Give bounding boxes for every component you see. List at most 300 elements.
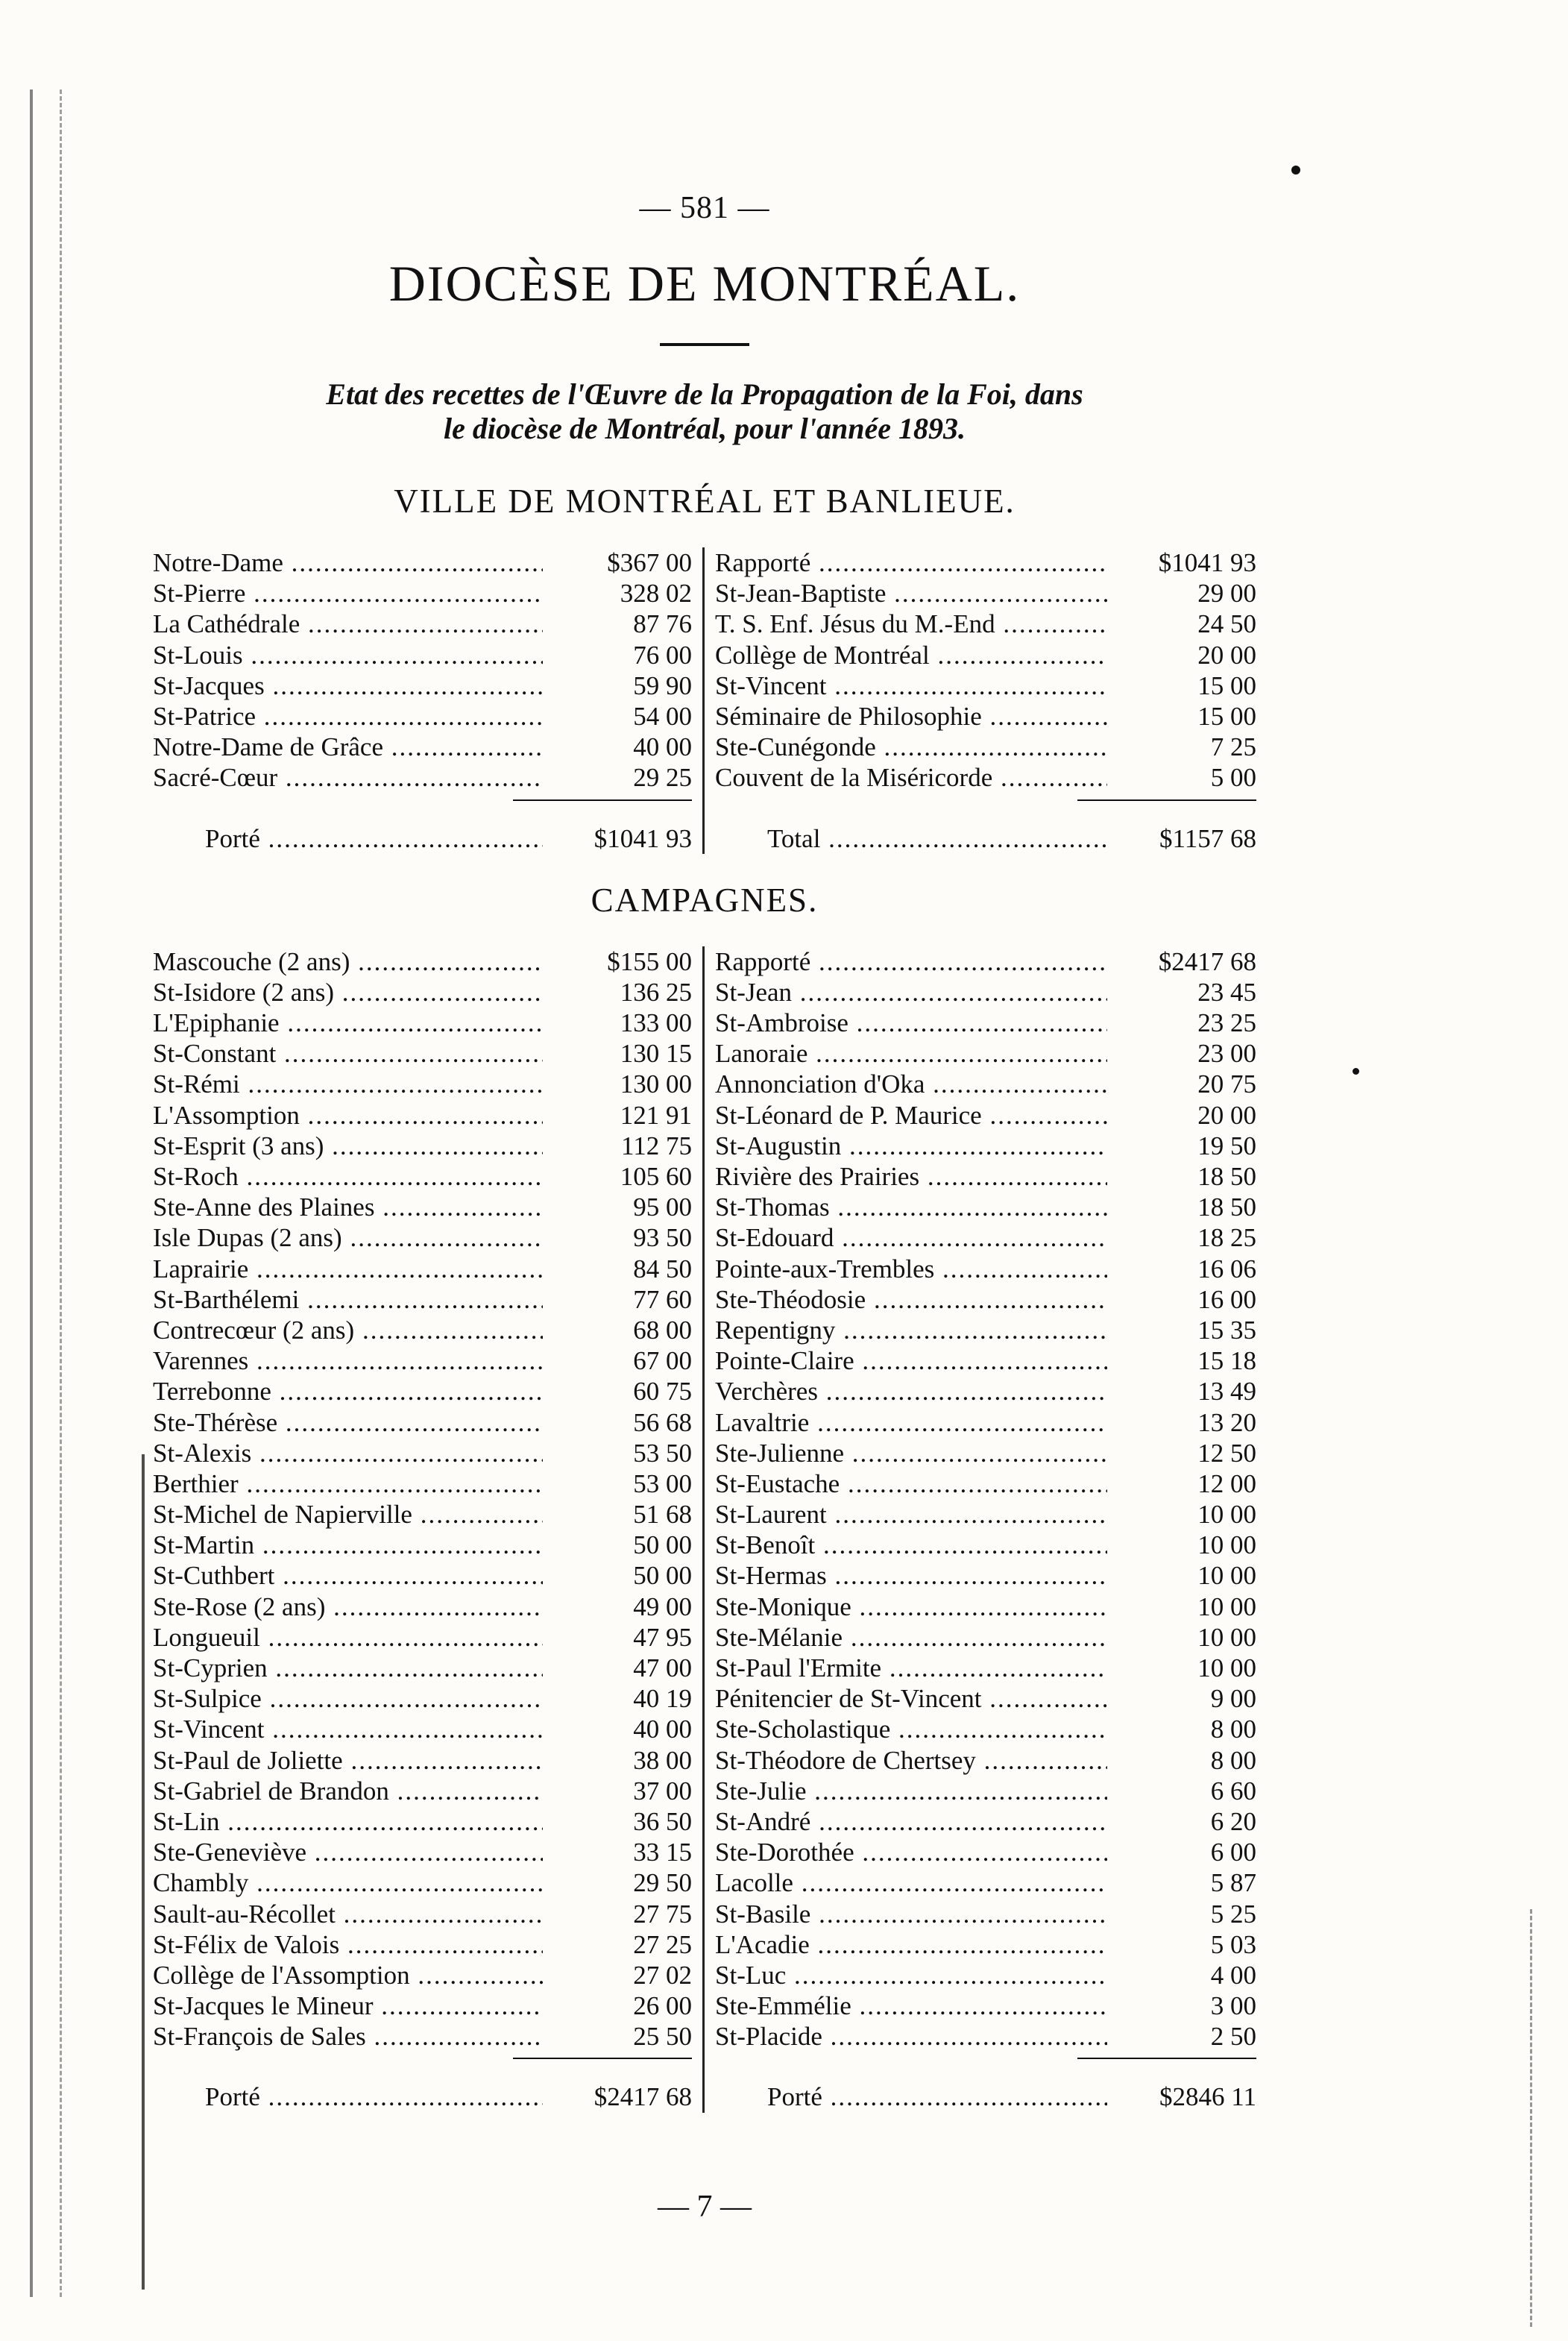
parish-name: Couvent de la Miséricorde ..... — [715, 762, 1107, 793]
amount: 47 95 — [633, 1622, 692, 1652]
table-row — [715, 1867, 1256, 1898]
parish-name: St-Patrice ..... — [153, 701, 543, 732]
parish-name: Notre-Dame de Grâce ..... — [153, 732, 543, 762]
amount: 20 00 — [1197, 1100, 1256, 1130]
parish-name: Pénitencier de St-Vincent ..... — [715, 1683, 1107, 1714]
parish-name: St-Michel de Napierville ..... — [153, 1499, 543, 1530]
table-row — [715, 732, 1256, 762]
total-row — [715, 2081, 1256, 2112]
amount: 50 00 — [633, 1530, 692, 1560]
table-row — [715, 1284, 1256, 1315]
total-row — [153, 823, 692, 854]
parish-name: Berthier ..... — [153, 1468, 543, 1499]
table-row — [153, 1745, 692, 1776]
amount: 121 91 — [620, 1100, 692, 1130]
amount: 29 00 — [1197, 579, 1256, 609]
table-row — [153, 1315, 692, 1345]
table-row — [153, 1499, 692, 1530]
amount: 7 25 — [1210, 732, 1256, 762]
amount: 23 00 — [1197, 1039, 1256, 1069]
table-row — [715, 1131, 1256, 1161]
amount: 29 25 — [633, 763, 692, 793]
parish-name: St-Léonard de P. Maurice ..... — [715, 1100, 1107, 1131]
parish-name: St-Vincent ..... — [715, 670, 1107, 701]
parish-name: Ste-Anne des Plaines ..... — [153, 1192, 543, 1222]
parish-name: St-François de Sales ..... — [153, 2021, 543, 2052]
table-row — [715, 701, 1256, 732]
total-amount: $2846 11 — [1159, 2082, 1256, 2112]
table-row — [153, 762, 692, 793]
table-row — [153, 1929, 692, 1960]
parish-name: St-Alexis ..... — [153, 1438, 543, 1468]
parish-name: St-Luc ..... — [715, 1960, 1107, 1990]
table-row — [153, 1683, 692, 1714]
parish-name: Isle Dupas (2 ans) ..... — [153, 1222, 543, 1253]
table-row — [153, 1468, 692, 1499]
table-row — [715, 1929, 1256, 1960]
amount: 60 75 — [633, 1377, 692, 1407]
amount: $155 00 — [607, 946, 692, 976]
parish-name: St-Cuthbert ..... — [153, 1560, 543, 1591]
parish-name: St-Lin ..... — [153, 1806, 543, 1837]
table-row — [715, 1899, 1256, 1929]
table-row — [153, 1776, 692, 1806]
amount: 2 50 — [1210, 2022, 1256, 2052]
campagnes-table — [153, 946, 1256, 2113]
table-row — [715, 609, 1256, 639]
parish-name: Collège de Montréal ..... — [715, 640, 1107, 670]
amount: 23 45 — [1197, 977, 1256, 1007]
table-row — [153, 977, 692, 1008]
parish-name: St-Paul de Joliette ..... — [153, 1745, 543, 1776]
parish-name: Ste-Dorothée ..... — [715, 1837, 1107, 1867]
amount: 19 50 — [1197, 1131, 1256, 1160]
table-row — [153, 1990, 692, 2021]
total-row — [715, 823, 1256, 854]
table-row — [715, 1192, 1256, 1222]
table-row — [715, 640, 1256, 670]
parish-name: Notre-Dame ..... — [153, 547, 543, 578]
parish-name: L'Epiphanie ..... — [153, 1008, 543, 1038]
table-row — [153, 578, 692, 609]
ville-table — [153, 547, 1256, 854]
amount: 13 49 — [1197, 1377, 1256, 1407]
ville-left-column — [153, 547, 705, 854]
amount: 27 25 — [633, 1929, 692, 1959]
parish-name: St-Théodore de Chertsey ..... — [715, 1745, 1107, 1776]
amount: 68 00 — [633, 1315, 692, 1345]
table-row — [715, 2021, 1256, 2052]
section-title-ville: VILLE DE MONTRÉAL ET BANLIEUE. — [394, 483, 1016, 520]
ink-speck — [1353, 1068, 1359, 1075]
parish-name: Ste-Monique ..... — [715, 1591, 1107, 1622]
parish-name: Rivière des Prairies ..... — [715, 1161, 1107, 1192]
table-row — [715, 977, 1256, 1008]
table-row — [715, 1591, 1256, 1622]
amount: 4 00 — [1210, 1960, 1256, 1990]
amount: 59 90 — [633, 670, 692, 700]
parish-name: St-Cyprien ..... — [153, 1653, 543, 1683]
table-row — [153, 1254, 692, 1284]
amount: 47 00 — [633, 1653, 692, 1682]
amount: 23 25 — [1197, 1008, 1256, 1038]
amount: 3 00 — [1210, 1991, 1256, 2021]
amount: $2417 68 — [1158, 946, 1256, 976]
amount: 76 00 — [633, 640, 692, 670]
parish-name: La Cathédrale ..... — [153, 609, 543, 639]
binding-edge — [30, 89, 62, 2297]
table-row — [715, 1653, 1256, 1683]
table-row — [153, 701, 692, 732]
amount: 20 75 — [1197, 1069, 1256, 1099]
amount: 16 00 — [1197, 1284, 1256, 1314]
amount: $1041 93 — [1158, 548, 1256, 577]
title-rule — [660, 343, 749, 346]
amount: 33 15 — [633, 1838, 692, 1867]
table-row — [153, 1622, 692, 1653]
amount: 16 06 — [1197, 1254, 1256, 1283]
ink-speck — [1291, 166, 1300, 175]
table-row — [153, 1038, 692, 1069]
amount: 18 50 — [1197, 1162, 1256, 1191]
parish-name: Ste-Rose (2 ans) ..... — [153, 1591, 543, 1622]
amount: 87 76 — [633, 609, 692, 639]
amount: 5 25 — [1210, 1899, 1256, 1929]
amount: 130 00 — [620, 1069, 692, 1099]
amount: 27 75 — [633, 1899, 692, 1929]
amount: 51 68 — [633, 1500, 692, 1530]
table-row — [715, 1499, 1256, 1530]
amount: 29 50 — [633, 1868, 692, 1898]
amount: 15 00 — [1197, 670, 1256, 700]
amount: 53 00 — [633, 1468, 692, 1498]
amount: 10 00 — [1197, 1500, 1256, 1530]
amount: 5 87 — [1210, 1868, 1256, 1898]
parish-name: St-Barthélemi ..... — [153, 1284, 543, 1315]
parish-name: Lavaltrie ..... — [715, 1407, 1107, 1438]
parish-name: St-Benoît ..... — [715, 1530, 1107, 1560]
total-label: Porté ..... — [715, 2081, 1107, 2112]
amount: 10 00 — [1197, 1591, 1256, 1621]
table-row — [715, 1008, 1256, 1038]
parish-name: St-Constant ..... — [153, 1038, 543, 1069]
amount: 6 60 — [1210, 1776, 1256, 1806]
amount: 18 25 — [1197, 1223, 1256, 1253]
parish-name: St-Placide ..... — [715, 2021, 1107, 2052]
table-row — [715, 1315, 1256, 1345]
table-row — [715, 1960, 1256, 1990]
intro-line: le diocèse de Montréal, pour l'année 1893. — [444, 412, 966, 445]
amount: 15 00 — [1197, 701, 1256, 731]
amount: 27 02 — [633, 1960, 692, 1990]
parish-name: Repentigny ..... — [715, 1315, 1107, 1345]
amount: 13 20 — [1197, 1407, 1256, 1437]
table-row — [153, 1284, 692, 1315]
parish-name: Rapporté ..... — [715, 547, 1107, 578]
signature-mark: — 7 — — [658, 2190, 752, 2224]
table-row — [715, 578, 1256, 609]
intro-paragraph — [153, 377, 1256, 446]
amount: 40 00 — [633, 1715, 692, 1744]
parish-name: St-Roch ..... — [153, 1161, 543, 1192]
amount: 36 50 — [633, 1806, 692, 1836]
table-row — [153, 1653, 692, 1683]
parish-name: St-Rémi ..... — [153, 1069, 543, 1099]
parish-name: Ste-Scholastique ..... — [715, 1714, 1107, 1744]
table-row — [715, 1683, 1256, 1714]
table-row — [715, 670, 1256, 701]
table-row — [715, 1254, 1256, 1284]
ville-right-column — [705, 547, 1256, 854]
amount: 40 19 — [633, 1684, 692, 1714]
amount: 37 00 — [633, 1776, 692, 1806]
table-row — [715, 1837, 1256, 1867]
table-row — [153, 2021, 692, 2052]
parish-name: St-Jacques ..... — [153, 670, 543, 701]
total-amount: $2417 68 — [593, 2082, 692, 2112]
table-row — [715, 1407, 1256, 1438]
table-row — [153, 1345, 692, 1376]
page-number: — 581 — — [639, 191, 770, 225]
parish-name: Ste-Emmélie ..... — [715, 1990, 1107, 2021]
parish-name: St-Laurent ..... — [715, 1499, 1107, 1530]
parish-name: St-André ..... — [715, 1806, 1107, 1837]
parish-name: Contrecœur (2 ans) ..... — [153, 1315, 543, 1345]
parish-name: Collège de l'Assomption ..... — [153, 1960, 543, 1990]
page-edge-right — [1530, 1909, 1534, 2327]
amount: $367 00 — [607, 548, 692, 577]
parish-name: Verchères ..... — [715, 1376, 1107, 1407]
parish-name: Ste-Théodosie ..... — [715, 1284, 1107, 1315]
table-row — [153, 547, 692, 578]
table-row — [715, 1622, 1256, 1653]
amount: 18 50 — [1197, 1193, 1256, 1222]
table-row — [715, 1714, 1256, 1744]
parish-name: St-Edouard ..... — [715, 1222, 1107, 1253]
parish-name: Chambly ..... — [153, 1867, 543, 1898]
parish-name: Pointe-aux-Trembles ..... — [715, 1254, 1107, 1284]
table-row — [153, 1131, 692, 1161]
amount: 53 50 — [633, 1438, 692, 1468]
table-row — [715, 1069, 1256, 1099]
page — [153, 190, 1256, 2224]
parish-name: Ste-Geneviève ..... — [153, 1837, 543, 1867]
parish-name: St-Isidore (2 ans) ..... — [153, 977, 543, 1008]
total-label: Total ..... — [715, 823, 1107, 854]
amount: 10 00 — [1197, 1653, 1256, 1682]
table-row — [153, 1530, 692, 1560]
amount: 77 60 — [633, 1284, 692, 1314]
parish-name: Ste-Julie ..... — [715, 1776, 1107, 1806]
table-row — [715, 1990, 1256, 2021]
table-row — [715, 547, 1256, 578]
parish-name: T. S. Enf. Jésus du M.-End ..... — [715, 609, 1107, 639]
table-row — [153, 1192, 692, 1222]
parish-name: St-Jacques le Mineur ..... — [153, 1990, 543, 2021]
table-row — [715, 1530, 1256, 1560]
table-row — [153, 1222, 692, 1253]
parish-name: St-Thomas ..... — [715, 1192, 1107, 1222]
parish-name: Lacolle ..... — [715, 1867, 1107, 1898]
amount: 8 00 — [1210, 1745, 1256, 1775]
amount: 133 00 — [620, 1008, 692, 1038]
total-rule — [1077, 799, 1256, 801]
table-row — [153, 1899, 692, 1929]
amount: 67 00 — [633, 1346, 692, 1376]
parish-name: Lanoraie ..... — [715, 1038, 1107, 1069]
amount: 105 60 — [620, 1162, 692, 1191]
amount: 56 68 — [633, 1407, 692, 1437]
parish-name: Ste-Julienne ..... — [715, 1438, 1107, 1468]
parish-name: St-Jean ..... — [715, 977, 1107, 1008]
parish-name: L'Assomption ..... — [153, 1100, 543, 1131]
amount: 15 35 — [1197, 1315, 1256, 1345]
table-row — [153, 1438, 692, 1468]
table-row — [153, 1714, 692, 1744]
total-rule — [513, 799, 692, 801]
table-row — [715, 1222, 1256, 1253]
amount: 130 15 — [620, 1039, 692, 1069]
table-row — [153, 1837, 692, 1867]
table-row — [153, 1960, 692, 1990]
amount: 6 20 — [1210, 1806, 1256, 1836]
total-label: Porté ..... — [153, 823, 543, 854]
parish-name: St-Vincent ..... — [153, 1714, 543, 1744]
amount: 8 00 — [1210, 1715, 1256, 1744]
intro-line: Etat des recettes de l'Œuvre de la Propagation de la Foi, dans — [326, 377, 1083, 411]
amount: 49 00 — [633, 1591, 692, 1621]
amount: 112 75 — [621, 1131, 692, 1160]
amount: 5 03 — [1210, 1929, 1256, 1959]
amount: 12 50 — [1197, 1438, 1256, 1468]
amount: 50 00 — [633, 1561, 692, 1591]
amount: 38 00 — [633, 1745, 692, 1775]
parish-name: St-Gabriel de Brandon ..... — [153, 1776, 543, 1806]
table-row — [153, 1867, 692, 1898]
table-row — [715, 1745, 1256, 1776]
amount: 25 50 — [633, 2022, 692, 2052]
amount: 84 50 — [633, 1254, 692, 1283]
amount: 9 00 — [1210, 1684, 1256, 1714]
parish-name: St-Augustin ..... — [715, 1131, 1107, 1161]
table-row — [715, 1776, 1256, 1806]
parish-name: Ste-Thérèse ..... — [153, 1407, 543, 1438]
table-row — [715, 1038, 1256, 1069]
parish-name: Sault-au-Récollet ..... — [153, 1899, 543, 1929]
parish-name: St-Félix de Valois ..... — [153, 1929, 543, 1960]
parish-name: St-Hermas ..... — [715, 1560, 1107, 1591]
amount: 15 18 — [1197, 1346, 1256, 1376]
parish-name: St-Jean-Baptiste ..... — [715, 578, 1107, 609]
campagnes-right-column — [705, 946, 1256, 2113]
parish-name: St-Ambroise ..... — [715, 1008, 1107, 1038]
amount: 95 00 — [633, 1193, 692, 1222]
amount: 6 00 — [1210, 1838, 1256, 1867]
table-row — [153, 670, 692, 701]
table-row — [715, 1376, 1256, 1407]
amount: 5 00 — [1210, 763, 1256, 793]
total-amount: $1041 93 — [593, 823, 692, 853]
parish-name: Sacré-Cœur ..... — [153, 762, 543, 793]
parish-name: St-Paul l'Ermite ..... — [715, 1653, 1107, 1683]
table-row — [715, 1100, 1256, 1131]
parish-name: Pointe-Claire ..... — [715, 1345, 1107, 1376]
parish-name: Annonciation d'Oka ..... — [715, 1069, 1107, 1099]
table-row — [153, 609, 692, 639]
table-row — [153, 1100, 692, 1131]
parish-name: St-Eustache ..... — [715, 1468, 1107, 1499]
amount: 328 02 — [620, 579, 692, 609]
campagnes-left-column — [153, 946, 705, 2113]
table-row — [153, 1008, 692, 1038]
table-row — [153, 1806, 692, 1837]
parish-name: Terrebonne ..... — [153, 1376, 543, 1407]
parish-name: St-Martin ..... — [153, 1530, 543, 1560]
table-row — [153, 1560, 692, 1591]
binding-rule — [142, 1454, 145, 2290]
amount: 20 00 — [1197, 640, 1256, 670]
parish-name: L'Acadie ..... — [715, 1929, 1107, 1960]
table-row — [153, 1376, 692, 1407]
parish-name: Longueuil ..... — [153, 1622, 543, 1653]
parish-name: Mascouche (2 ans) ..... — [153, 946, 543, 977]
table-row — [715, 762, 1256, 793]
total-rule — [1077, 2058, 1256, 2059]
amount: 10 00 — [1197, 1530, 1256, 1560]
parish-name: Varennes ..... — [153, 1345, 543, 1376]
table-row — [715, 1806, 1256, 1837]
table-row — [153, 1591, 692, 1622]
page-title: DIOCÈSE DE MONTRÉAL. — [388, 255, 1021, 312]
parish-name: Laprairie ..... — [153, 1254, 543, 1284]
parish-name: Ste-Mélanie ..... — [715, 1622, 1107, 1653]
parish-name: Séminaire de Philosophie ..... — [715, 701, 1107, 732]
total-amount: $1157 68 — [1159, 823, 1256, 853]
parish-name: Rapporté ..... — [715, 946, 1107, 977]
table-row — [715, 1560, 1256, 1591]
total-label: Porté ..... — [153, 2081, 543, 2112]
table-row — [153, 1069, 692, 1099]
parish-name: St-Basile ..... — [715, 1899, 1107, 1929]
amount: 54 00 — [633, 701, 692, 731]
parish-name: St-Louis ..... — [153, 640, 543, 670]
table-row — [153, 1161, 692, 1192]
table-row — [153, 640, 692, 670]
parish-name: St-Sulpice ..... — [153, 1683, 543, 1714]
table-row — [715, 1438, 1256, 1468]
parish-name: St-Esprit (3 ans) ..... — [153, 1131, 543, 1161]
amount: 12 00 — [1197, 1468, 1256, 1498]
parish-name: Ste-Cunégonde ..... — [715, 732, 1107, 762]
amount: 93 50 — [633, 1223, 692, 1253]
table-row — [153, 946, 692, 977]
table-row — [715, 1468, 1256, 1499]
amount: 10 00 — [1197, 1561, 1256, 1591]
table-row — [153, 732, 692, 762]
amount: 136 25 — [620, 977, 692, 1007]
amount: 10 00 — [1197, 1622, 1256, 1652]
total-row — [153, 2081, 692, 2112]
table-row — [715, 946, 1256, 977]
amount: 24 50 — [1197, 609, 1256, 639]
total-rule — [513, 2058, 692, 2059]
amount: 40 00 — [633, 732, 692, 762]
table-row — [715, 1345, 1256, 1376]
table-row — [715, 1161, 1256, 1192]
table-row — [153, 1407, 692, 1438]
parish-name: St-Pierre ..... — [153, 578, 543, 609]
section-title-campagnes: CAMPAGNES. — [591, 881, 819, 919]
